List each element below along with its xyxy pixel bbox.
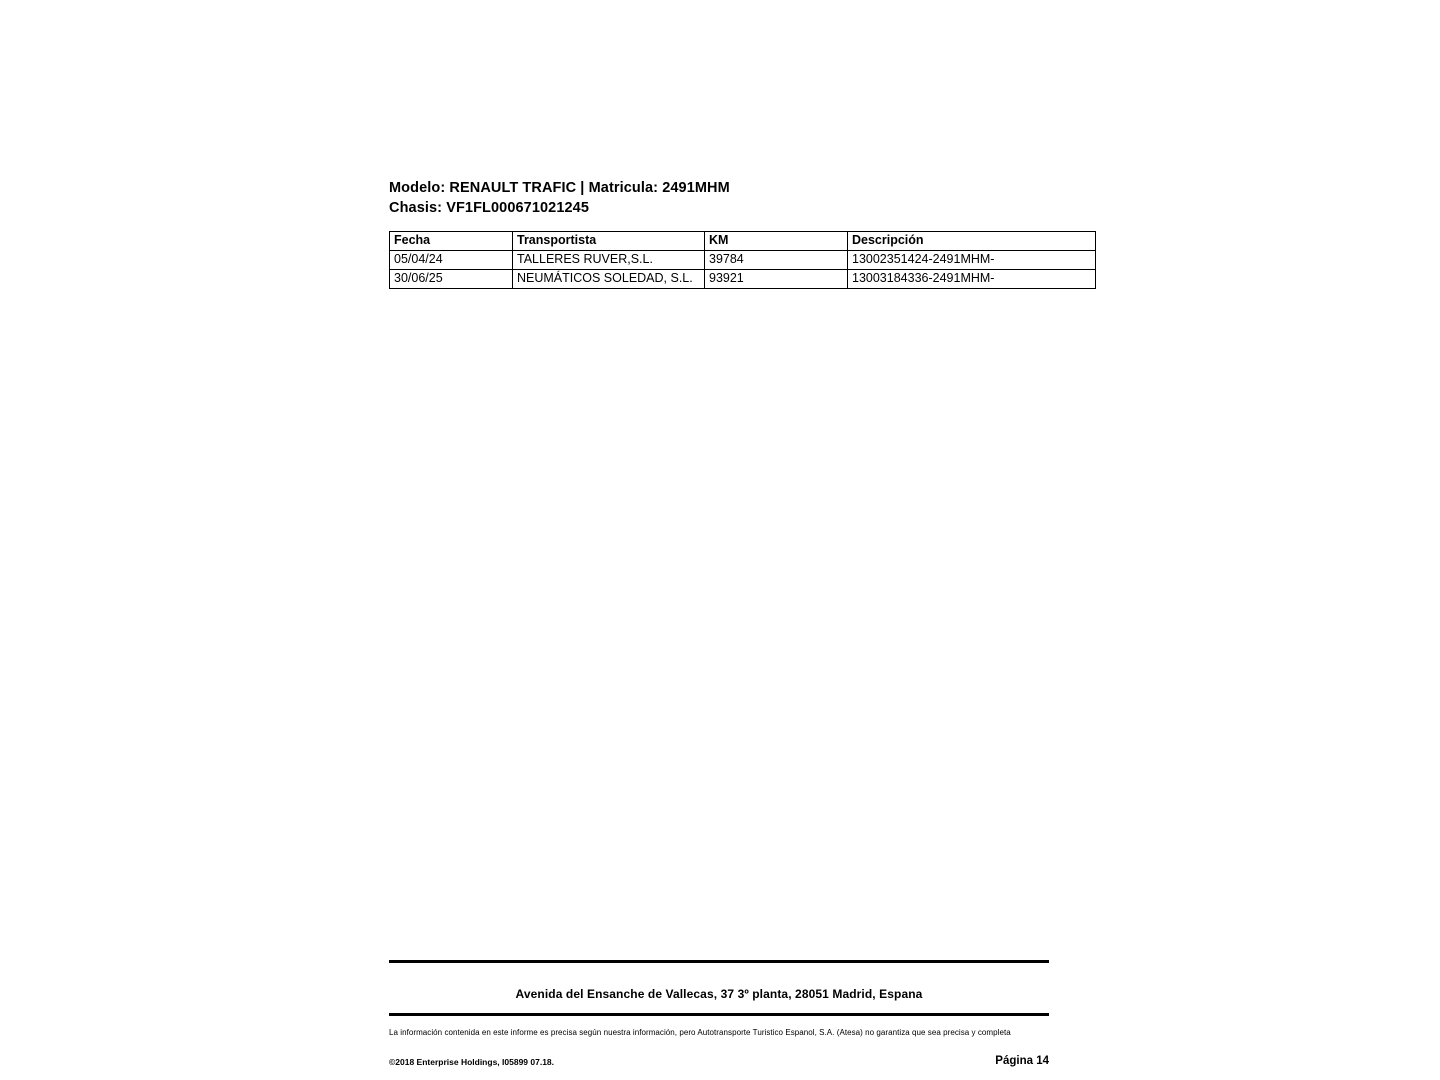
cell-km: 39784: [705, 251, 848, 270]
footer-address: Avenida del Ensanche de Vallecas, 37 3º planta, 28051 Madrid, Espana: [515, 987, 923, 1001]
cell-descripcion: 13003184336-2491MHM-: [848, 270, 1096, 289]
cell-fecha: 05/04/24: [390, 251, 513, 270]
table-header: [390, 232, 1096, 251]
column-header-fecha: Fecha: [390, 232, 513, 251]
cell-fecha: 30/06/25: [390, 270, 513, 289]
maintenance-records-table: [389, 231, 1096, 289]
footer-page-number: Página 14: [995, 1055, 1049, 1067]
column-header-transportista: Transportista: [513, 232, 705, 251]
table-row: [390, 270, 1096, 289]
page-footer: [389, 960, 1049, 1067]
document-content: [389, 178, 1059, 289]
column-header-descripcion: Descripción: [848, 232, 1096, 251]
table-body: [390, 251, 1096, 289]
column-header-km: KM: [705, 232, 848, 251]
cell-descripcion: 13002351424-2491MHM-: [848, 251, 1096, 270]
footer-disclaimer: La información contenida en este informe es precisa según nuestra información, pero Autotransporte Turistico Espanol, S.A. (Atesa) no garantiza que sea precisa y completa: [389, 1028, 1011, 1037]
footer-meta-row: [389, 1038, 1049, 1067]
vehicle-heading: [389, 178, 1059, 218]
vehicle-model-plate: Modelo: RENAULT TRAFIC | Matricula: 2491MHM: [389, 180, 730, 196]
table-header-row: [390, 232, 1096, 251]
vehicle-chassis: Chasis: VF1FL000671021245: [389, 200, 589, 216]
table-row: [390, 251, 1096, 270]
cell-km: 93921: [705, 270, 848, 289]
cell-transportista: NEUMÁTICOS SOLEDAD, S.L.: [513, 270, 705, 289]
footer-copyright: ©2018 Enterprise Holdings, I05899 07.18.: [389, 1057, 555, 1067]
cell-transportista: TALLERES RUVER,S.L.: [513, 251, 705, 270]
